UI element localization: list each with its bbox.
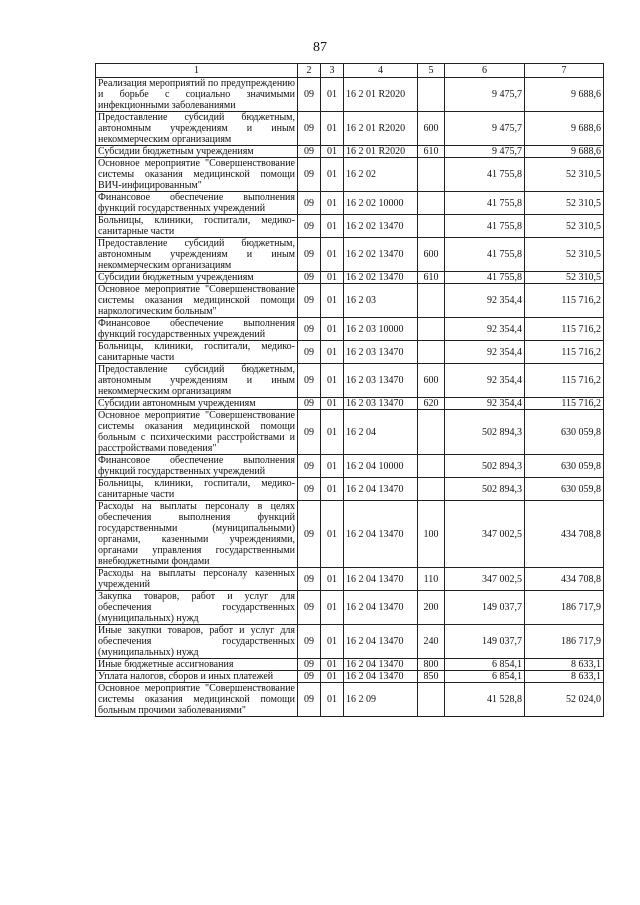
table-row (96, 238, 604, 272)
row-section: 09 (298, 215, 321, 238)
table-row (96, 671, 604, 683)
row-subsection: 01 (321, 398, 344, 410)
row-section: 09 (298, 410, 321, 455)
row-subsection: 01 (321, 112, 344, 146)
row-expense-type: 850 (418, 671, 445, 683)
row-amount-year-2: 630 059,8 (525, 478, 604, 501)
row-expense-type: 240 (418, 625, 445, 659)
row-section: 09 (298, 192, 321, 215)
row-subsection: 01 (321, 568, 344, 591)
row-target-item: 16 2 02 (344, 158, 418, 192)
row-subsection: 01 (321, 318, 344, 341)
row-target-item: 16 2 02 13470 (344, 215, 418, 238)
table-row (96, 455, 604, 478)
row-expense-type: 800 (418, 659, 445, 671)
row-amount-year-1: 347 002,5 (445, 501, 525, 568)
row-amount-year-2: 9 688,6 (525, 78, 604, 112)
row-name: Финансовое обеспечение выполнения функций государственных учреждений (96, 318, 298, 341)
table-body (96, 78, 604, 717)
row-amount-year-1: 6 854,1 (445, 659, 525, 671)
table-row (96, 364, 604, 398)
row-target-item: 16 2 03 10000 (344, 318, 418, 341)
row-subsection: 01 (321, 146, 344, 158)
row-name: Предоставление субсидий бюджетным, автономным учреждениям и иным некоммерческим организациям (96, 364, 298, 398)
row-amount-year-1: 41 755,8 (445, 158, 525, 192)
row-amount-year-1: 502 894,3 (445, 455, 525, 478)
row-expense-type (418, 192, 445, 215)
row-target-item: 16 2 02 13470 (344, 272, 418, 284)
row-amount-year-2: 186 717,9 (525, 591, 604, 625)
row-expense-type: 610 (418, 146, 445, 158)
row-amount-year-2: 52 310,5 (525, 238, 604, 272)
row-expense-type (418, 455, 445, 478)
row-amount-year-1: 92 354,4 (445, 318, 525, 341)
row-section: 09 (298, 591, 321, 625)
row-expense-type: 110 (418, 568, 445, 591)
row-name: Основное мероприятие "Совершенствование системы оказания медицинской помощи больным прочими заболеваниями" (96, 683, 298, 717)
row-amount-year-2: 115 716,2 (525, 364, 604, 398)
row-section: 09 (298, 625, 321, 659)
row-expense-type: 200 (418, 591, 445, 625)
row-target-item: 16 2 02 10000 (344, 192, 418, 215)
row-subsection: 01 (321, 192, 344, 215)
row-target-item: 16 2 04 13470 (344, 625, 418, 659)
row-name: Субсидии бюджетным учреждениям (96, 272, 298, 284)
table-row (96, 146, 604, 158)
row-name: Основное мероприятие "Совершенствование системы оказания медицинской помощи ВИЧ-инфицированным" (96, 158, 298, 192)
row-amount-year-2: 434 708,8 (525, 501, 604, 568)
row-subsection: 01 (321, 671, 344, 683)
row-amount-year-2: 9 688,6 (525, 112, 604, 146)
row-target-item: 16 2 01 R2020 (344, 146, 418, 158)
row-name: Расходы на выплаты персоналу казенных учреждений (96, 568, 298, 591)
table-row (96, 341, 604, 364)
row-expense-type (418, 683, 445, 717)
header-amount-year-1: 6 (445, 64, 525, 78)
row-section: 09 (298, 398, 321, 410)
row-section: 09 (298, 78, 321, 112)
row-expense-type (418, 215, 445, 238)
row-expense-type (418, 158, 445, 192)
row-subsection: 01 (321, 158, 344, 192)
page-number: 87 (313, 40, 327, 55)
row-amount-year-1: 41 528,8 (445, 683, 525, 717)
row-name: Основное мероприятие "Совершенствование системы оказания медицинской помощи наркологическим больным" (96, 284, 298, 318)
row-amount-year-2: 8 633,1 (525, 659, 604, 671)
row-amount-year-2: 52 310,5 (525, 215, 604, 238)
row-name: Больницы, клиники, госпитали, медико-санитарные части (96, 478, 298, 501)
row-expense-type: 100 (418, 501, 445, 568)
row-target-item: 16 2 02 13470 (344, 238, 418, 272)
row-amount-year-2: 630 059,8 (525, 455, 604, 478)
row-subsection: 01 (321, 478, 344, 501)
row-subsection: 01 (321, 284, 344, 318)
row-subsection: 01 (321, 341, 344, 364)
row-amount-year-1: 92 354,4 (445, 364, 525, 398)
row-name: Больницы, клиники, госпитали, медико-санитарные части (96, 341, 298, 364)
row-target-item: 16 2 03 13470 (344, 364, 418, 398)
row-section: 09 (298, 284, 321, 318)
row-amount-year-2: 52 024,0 (525, 683, 604, 717)
row-expense-type: 600 (418, 112, 445, 146)
row-subsection: 01 (321, 215, 344, 238)
row-target-item: 16 2 04 13470 (344, 671, 418, 683)
table-row (96, 591, 604, 625)
row-subsection: 01 (321, 410, 344, 455)
row-target-item: 16 2 09 (344, 683, 418, 717)
row-subsection: 01 (321, 659, 344, 671)
row-amount-year-1: 92 354,4 (445, 284, 525, 318)
row-amount-year-1: 9 475,7 (445, 78, 525, 112)
row-amount-year-1: 9 475,7 (445, 112, 525, 146)
row-section: 09 (298, 455, 321, 478)
row-name: Субсидии бюджетным учреждениям (96, 146, 298, 158)
row-name: Иные закупки товаров, работ и услуг для обеспечения государственных (муниципальных) нужд (96, 625, 298, 659)
table-row (96, 215, 604, 238)
row-amount-year-2: 52 310,5 (525, 272, 604, 284)
table-row (96, 410, 604, 455)
row-section: 09 (298, 112, 321, 146)
row-expense-type: 610 (418, 272, 445, 284)
row-section: 09 (298, 671, 321, 683)
row-target-item: 16 2 03 13470 (344, 398, 418, 410)
row-amount-year-1: 9 475,7 (445, 146, 525, 158)
row-section: 09 (298, 683, 321, 717)
table-row (96, 478, 604, 501)
row-amount-year-1: 149 037,7 (445, 591, 525, 625)
row-expense-type: 600 (418, 364, 445, 398)
row-subsection: 01 (321, 625, 344, 659)
row-amount-year-1: 41 755,8 (445, 238, 525, 272)
row-expense-type (418, 478, 445, 501)
table-row (96, 398, 604, 410)
row-name: Субсидии автономным учреждениям (96, 398, 298, 410)
row-target-item: 16 2 04 13470 (344, 591, 418, 625)
row-subsection: 01 (321, 364, 344, 398)
row-section: 09 (298, 318, 321, 341)
row-section: 09 (298, 501, 321, 568)
row-section: 09 (298, 478, 321, 501)
row-target-item: 16 2 04 13470 (344, 501, 418, 568)
row-amount-year-1: 41 755,8 (445, 272, 525, 284)
table-row (96, 568, 604, 591)
row-target-item: 16 2 01 R2020 (344, 112, 418, 146)
table-row (96, 625, 604, 659)
row-amount-year-2: 186 717,9 (525, 625, 604, 659)
row-expense-type (418, 341, 445, 364)
table-row (96, 659, 604, 671)
budget-table (95, 63, 604, 717)
header-section: 2 (298, 64, 321, 78)
row-target-item: 16 2 04 10000 (344, 455, 418, 478)
table-row (96, 501, 604, 568)
row-name: Основное мероприятие "Совершенствование системы оказания медицинской помощи больным с психическими расстройствами и расстройствами поведения" (96, 410, 298, 455)
row-section: 09 (298, 341, 321, 364)
row-amount-year-1: 6 854,1 (445, 671, 525, 683)
row-name: Иные бюджетные ассигнования (96, 659, 298, 671)
row-name: Финансовое обеспечение выполнения функций государственных учреждений (96, 192, 298, 215)
table-header-row (96, 64, 604, 78)
row-section: 09 (298, 272, 321, 284)
table-row (96, 272, 604, 284)
row-name: Больницы, клиники, госпитали, медико-санитарные части (96, 215, 298, 238)
row-expense-type (418, 410, 445, 455)
row-amount-year-1: 347 002,5 (445, 568, 525, 591)
row-target-item: 16 2 01 R2020 (344, 78, 418, 112)
row-name: Финансовое обеспечение выполнения функций государственных учреждений (96, 455, 298, 478)
table-row (96, 284, 604, 318)
row-section: 09 (298, 158, 321, 192)
row-amount-year-1: 92 354,4 (445, 341, 525, 364)
row-subsection: 01 (321, 272, 344, 284)
row-subsection: 01 (321, 591, 344, 625)
row-amount-year-1: 502 894,3 (445, 478, 525, 501)
row-amount-year-2: 8 633,1 (525, 671, 604, 683)
row-subsection: 01 (321, 238, 344, 272)
row-name: Расходы на выплаты персоналу в целях обеспечения выполнения функций государственными (муниципальными) органами, казенными учреждениями, органами управления государственными внебюджетными фондами (96, 501, 298, 568)
row-amount-year-2: 630 059,8 (525, 410, 604, 455)
row-subsection: 01 (321, 683, 344, 717)
table-row (96, 318, 604, 341)
row-amount-year-2: 52 310,5 (525, 158, 604, 192)
row-amount-year-2: 115 716,2 (525, 341, 604, 364)
row-name: Уплата налогов, сборов и иных платежей (96, 671, 298, 683)
row-target-item: 16 2 04 13470 (344, 659, 418, 671)
row-target-item: 16 2 03 13470 (344, 341, 418, 364)
row-amount-year-2: 115 716,2 (525, 318, 604, 341)
row-name: Закупка товаров, работ и услуг для обеспечения государственных (муниципальных) нужд (96, 591, 298, 625)
row-section: 09 (298, 659, 321, 671)
header-expense-type: 5 (418, 64, 445, 78)
table-row (96, 192, 604, 215)
row-amount-year-2: 115 716,2 (525, 398, 604, 410)
header-subsection: 3 (321, 64, 344, 78)
row-amount-year-1: 502 894,3 (445, 410, 525, 455)
row-section: 09 (298, 146, 321, 158)
row-amount-year-2: 52 310,5 (525, 192, 604, 215)
row-target-item: 16 2 04 13470 (344, 568, 418, 591)
table-row (96, 112, 604, 146)
row-amount-year-2: 9 688,6 (525, 146, 604, 158)
row-target-item: 16 2 04 (344, 410, 418, 455)
table-row (96, 158, 604, 192)
row-expense-type: 620 (418, 398, 445, 410)
row-subsection: 01 (321, 455, 344, 478)
row-amount-year-2: 115 716,2 (525, 284, 604, 318)
row-name: Предоставление субсидий бюджетным, автономным учреждениям и иным некоммерческим организациям (96, 238, 298, 272)
header-target-item: 4 (344, 64, 418, 78)
row-section: 09 (298, 364, 321, 398)
row-name: Реализация мероприятий по предупреждению и борьбе с социально значимыми инфекционными заболеваниями (96, 78, 298, 112)
row-expense-type: 600 (418, 238, 445, 272)
header-amount-year-2: 7 (525, 64, 604, 78)
row-name: Предоставление субсидий бюджетным, автономным учреждениям и иным некоммерческим организациям (96, 112, 298, 146)
row-expense-type (418, 78, 445, 112)
row-target-item: 16 2 03 (344, 284, 418, 318)
row-amount-year-1: 41 755,8 (445, 192, 525, 215)
row-amount-year-2: 434 708,8 (525, 568, 604, 591)
row-target-item: 16 2 04 13470 (344, 478, 418, 501)
row-section: 09 (298, 238, 321, 272)
header-name: 1 (96, 64, 298, 78)
table-row (96, 683, 604, 717)
row-amount-year-1: 92 354,4 (445, 398, 525, 410)
row-section: 09 (298, 568, 321, 591)
row-expense-type (418, 284, 445, 318)
row-subsection: 01 (321, 501, 344, 568)
row-amount-year-1: 149 037,7 (445, 625, 525, 659)
table-row (96, 78, 604, 112)
row-amount-year-1: 41 755,8 (445, 215, 525, 238)
row-subsection: 01 (321, 78, 344, 112)
row-expense-type (418, 318, 445, 341)
